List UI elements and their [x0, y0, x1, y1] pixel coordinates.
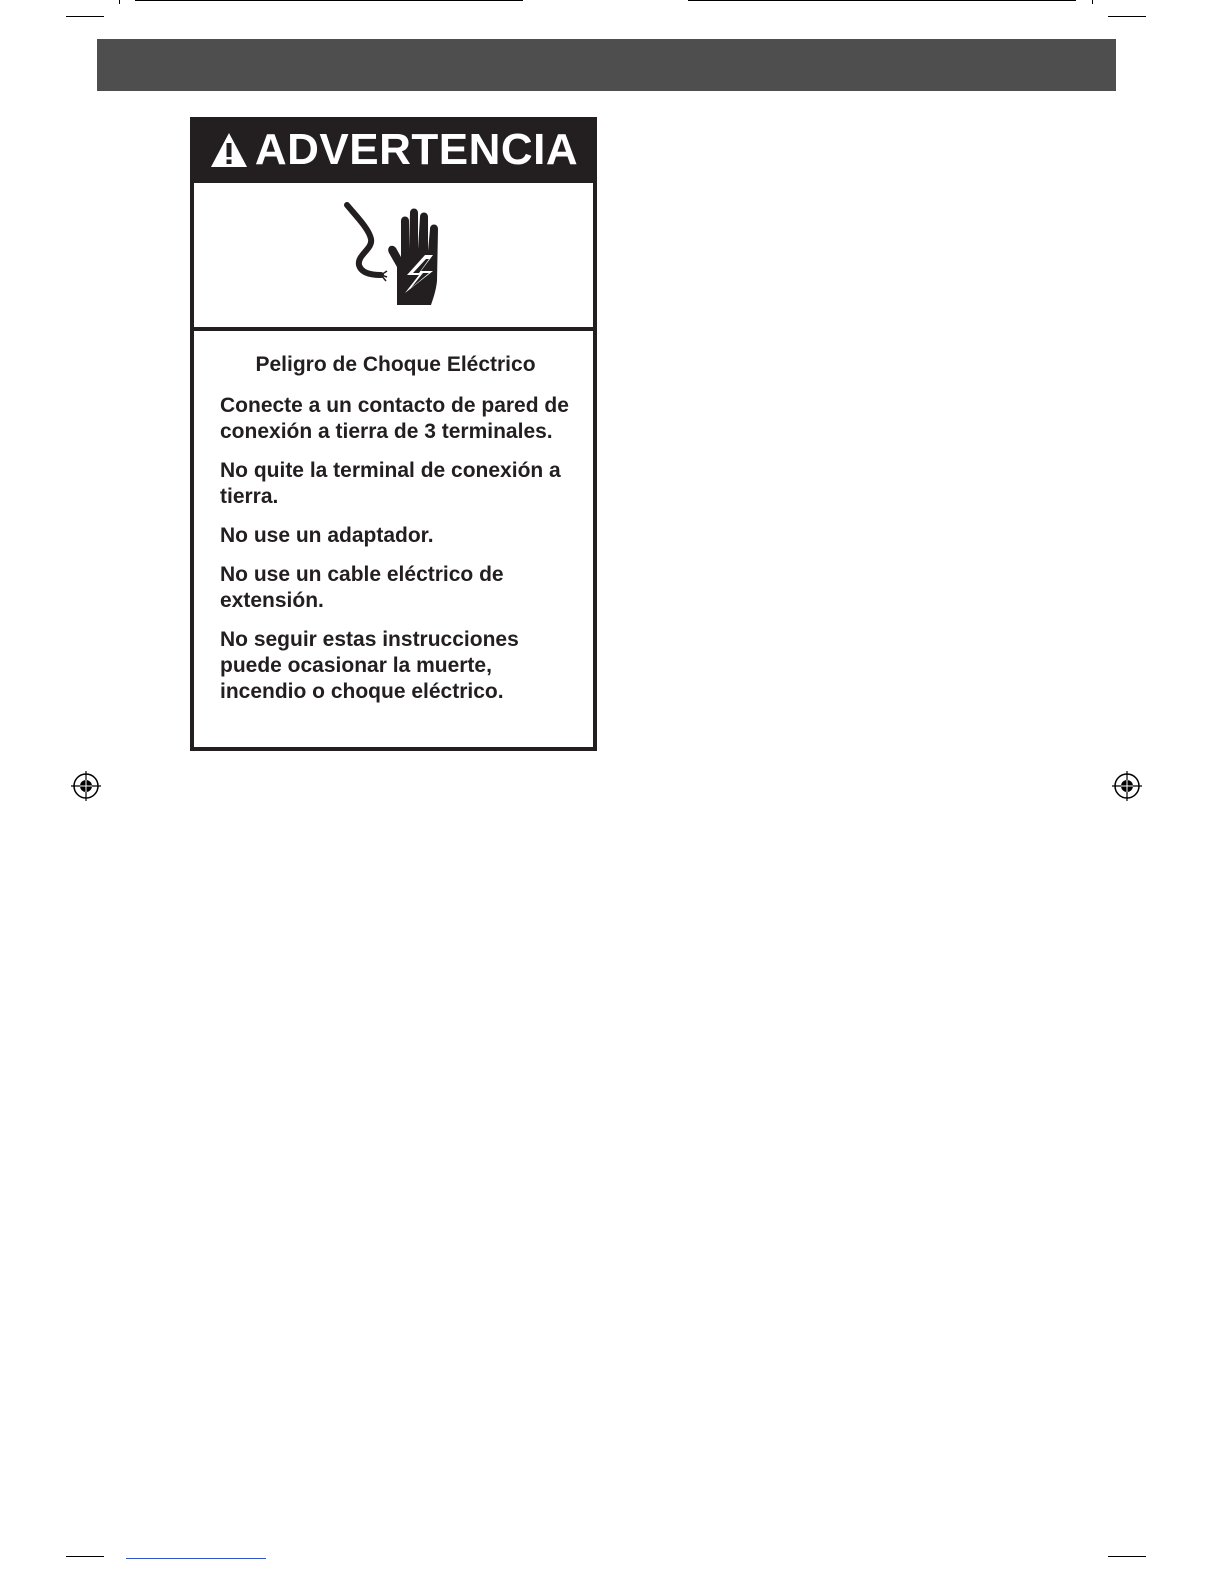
crop-mark: [66, 16, 104, 17]
registration-mark-icon: [71, 771, 101, 801]
registration-mark-icon: [1112, 771, 1142, 801]
crop-mark: [688, 0, 1076, 1]
crop-mark: [66, 1556, 104, 1557]
warning-paragraph: No use un adaptador.: [220, 524, 434, 547]
hazard-icon-area: [194, 179, 593, 331]
warning-paragraph: No use un cable eléctrico de extensión.: [220, 563, 504, 612]
crop-mark: [1092, 0, 1093, 4]
section-header-bar: [97, 39, 1116, 91]
electric-shock-hand-icon: [329, 195, 459, 315]
warning-paragraph: No seguir estas instrucciones puede ocasionar la muerte, incendio o choque eléctrico.: [220, 628, 519, 703]
warning-text-area: [194, 331, 593, 705]
warning-paragraph: Conecte a un contacto de pared de conexión a tierra de 3 terminales.: [220, 394, 569, 443]
crop-mark: [119, 0, 120, 4]
crop-mark: [1108, 16, 1146, 17]
warning-triangle-icon: [209, 131, 249, 169]
warning-title-text: ADVERTENCIA: [254, 125, 579, 174]
warning-title: [194, 121, 593, 179]
crop-mark: [135, 0, 523, 1]
crop-mark: [1108, 1556, 1146, 1557]
warning-subheading: Peligro de Choque Eléctrico: [255, 353, 536, 376]
warning-paragraph: No quite la terminal de conexión a tierra.: [220, 459, 561, 508]
crop-mark: [126, 1558, 266, 1559]
warning-label: [190, 117, 597, 751]
